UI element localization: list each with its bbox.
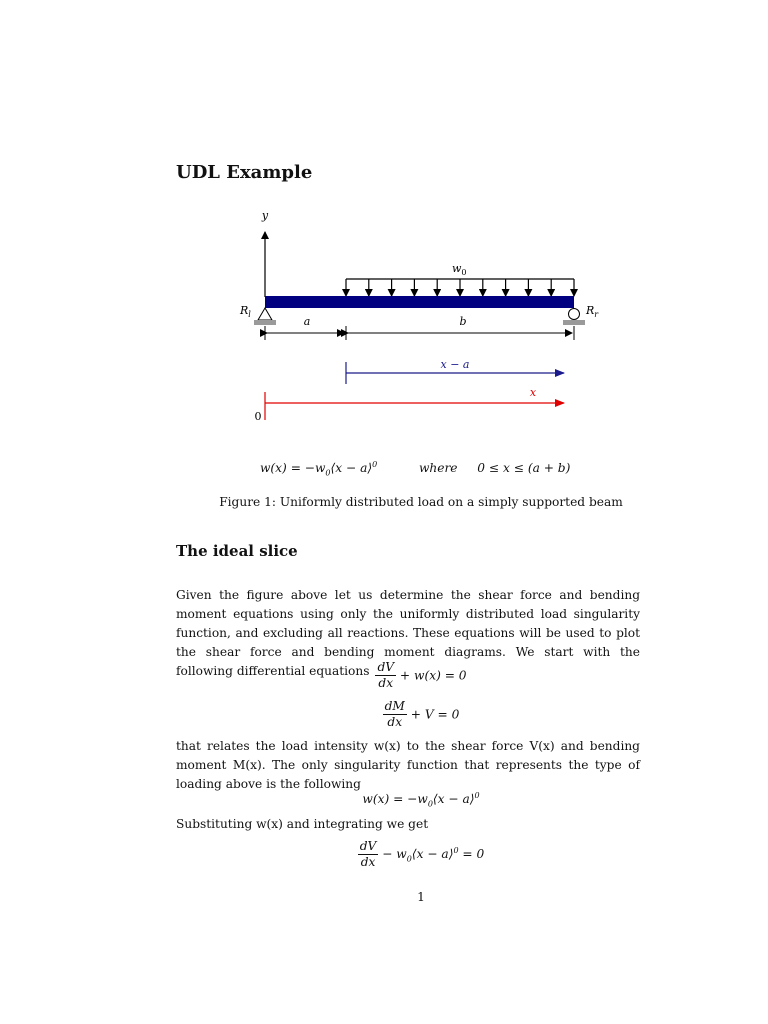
- distributed-load: [346, 279, 574, 296]
- eq2-den: dx: [387, 715, 403, 729]
- dim-b-label: b: [459, 315, 467, 328]
- eq4-tail: = 0: [458, 846, 485, 861]
- eq-sup: 0: [372, 460, 378, 469]
- page-title: UDL Example: [176, 162, 313, 183]
- equation-2: [0, 699, 768, 730]
- equation-1: [0, 660, 768, 691]
- eq1-num: dV: [377, 660, 395, 674]
- eq4-fraction: [358, 839, 379, 870]
- left-reaction-label: $R_l$: [240, 304, 251, 319]
- ground-left: [254, 320, 276, 325]
- x-minus-a-label: x − a: [440, 358, 470, 371]
- eq4-sub: 0: [406, 854, 412, 864]
- eq3-sub: 0: [427, 799, 433, 809]
- load-label: $w_0$: [452, 262, 467, 277]
- eq-sub: 0: [325, 468, 331, 478]
- figure-equation: [260, 460, 570, 478]
- equation-4: [0, 839, 768, 870]
- eq2-rest: + V = 0: [410, 707, 460, 722]
- eq1-rest: + w(x) = 0: [399, 668, 467, 683]
- eq4-num: dV: [359, 839, 377, 853]
- eq-where: where: [418, 461, 458, 476]
- section-title: The ideal slice: [176, 542, 298, 560]
- equation-3: [0, 791, 768, 809]
- eq-range: 0 ≤ x ≤ (a + b): [477, 461, 571, 476]
- eq4-den: dx: [360, 855, 376, 869]
- eq2-num: dM: [384, 699, 405, 713]
- right-reaction-label: $R_r$: [586, 304, 599, 319]
- pin-support-left: [258, 308, 272, 320]
- eq4-sup: 0: [453, 845, 459, 855]
- eq4-mid: ⟨x − a⟩: [411, 846, 454, 861]
- eq4-rest: [382, 845, 485, 864]
- dim-a-label: a: [303, 315, 311, 328]
- eq3-sup: 0: [474, 791, 480, 800]
- x-label: x: [529, 386, 537, 399]
- beam: [265, 296, 574, 308]
- eq1-fraction: [375, 660, 396, 691]
- eq3-mid: ⟨x − a⟩: [432, 792, 475, 807]
- eq4-text: − w: [382, 846, 407, 861]
- paragraph-1: Given the figure above let us determine the shear force and bending moment equations using only the uniformly distributed load singularity function, and excluding all reactions. These equations will be used to plot the shear force and bending moment diagrams. We start with the following differential equations: [176, 588, 640, 678]
- y-axis-label: y: [261, 209, 269, 222]
- eq3-text: w(x) = −w: [362, 792, 428, 807]
- eq2-fraction: [383, 699, 407, 730]
- paragraph-3: Substituting w(x) and integrating we get: [176, 817, 429, 831]
- eq-mid: ⟨x − a⟩: [330, 461, 373, 476]
- ground-right: [563, 320, 585, 325]
- paragraph-2: that relates the load intensity w(x) to the shear force V(x) and bending moment M(x). The only singularity function that represents the type of loading above is the following: [176, 739, 640, 791]
- eq1-den: dx: [378, 676, 394, 690]
- page-number: 1: [417, 890, 425, 904]
- roller-support-right: [569, 309, 580, 320]
- beam-figure: [0, 200, 768, 430]
- origin-label: 0: [254, 410, 262, 423]
- eq-lhs: w(x) = −w: [260, 461, 326, 476]
- figure-caption: Figure 1: Uniformly distributed load on a simply supported beam: [219, 495, 623, 509]
